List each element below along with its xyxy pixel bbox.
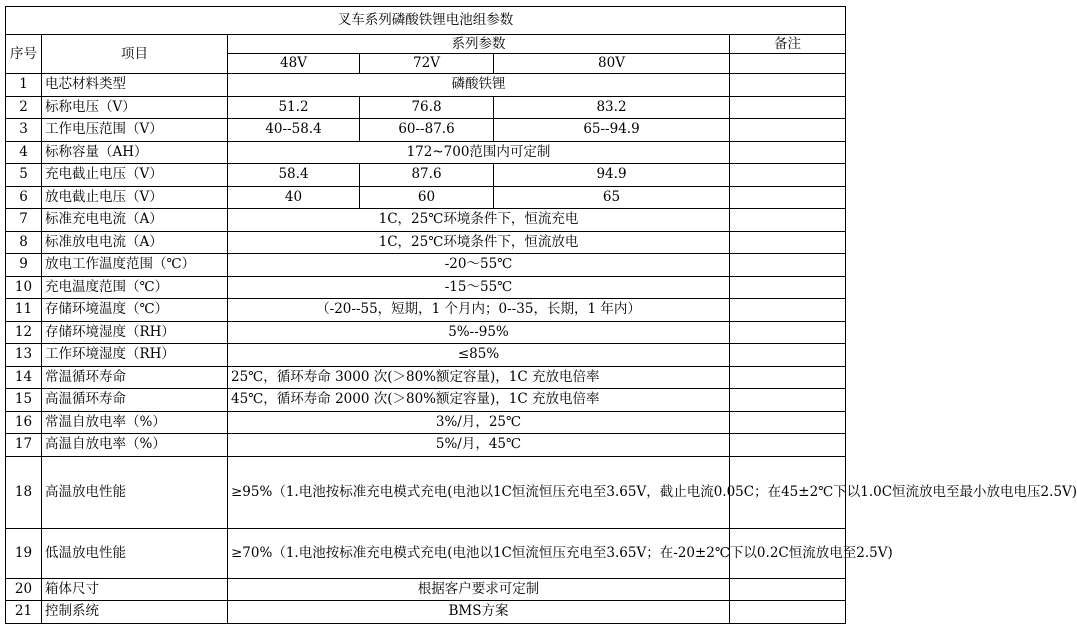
row-merged-value: 磷酸铁锂 <box>228 74 730 97</box>
row-number: 4 <box>6 141 42 164</box>
table-row <box>6 528 846 578</box>
row-item-name: 低温放电性能 <box>42 528 228 578</box>
table-row <box>6 434 846 457</box>
row-merged-value: ≤85% <box>228 344 730 367</box>
table-row <box>6 276 846 299</box>
row-value: 51.2 <box>228 96 360 119</box>
row-remarks <box>730 321 846 344</box>
row-item-name: 标称容量（AH） <box>42 141 228 164</box>
row-merged-value: 25℃，循环寿命 3000 次(＞80%额定容量)，1C 充放电倍率 <box>228 366 730 389</box>
row-number: 1 <box>6 74 42 97</box>
row-number: 8 <box>6 231 42 254</box>
table-row <box>6 389 846 412</box>
row-item-name: 高温循环寿命 <box>42 389 228 412</box>
row-item-name: 常温循环寿命 <box>42 366 228 389</box>
table-row <box>6 321 846 344</box>
row-remarks <box>730 186 846 209</box>
row-remarks <box>730 164 846 187</box>
row-remarks <box>730 254 846 277</box>
table-row <box>6 209 846 232</box>
row-number: 9 <box>6 254 42 277</box>
row-merged-value: 5%/月，45℃ <box>228 434 730 457</box>
row-number: 21 <box>6 601 42 624</box>
row-item-name: 放电截止电压（V） <box>42 186 228 209</box>
row-remarks <box>730 366 846 389</box>
header-remarks-blank <box>730 54 846 74</box>
row-item-name: 充电截止电压（V） <box>42 164 228 187</box>
row-number: 2 <box>6 96 42 119</box>
row-remarks <box>730 119 846 142</box>
row-item-name: 存储环境湿度（RH） <box>42 321 228 344</box>
row-number: 7 <box>6 209 42 232</box>
row-merged-value: -15～55℃ <box>228 276 730 299</box>
header-row-1 <box>6 35 846 54</box>
row-item-name: 标准充电电流（A） <box>42 209 228 232</box>
table-row <box>6 578 846 601</box>
header-item: 项目 <box>42 35 228 74</box>
row-remarks <box>730 141 846 164</box>
row-remarks <box>730 231 846 254</box>
row-item-name: 控制系统 <box>42 601 228 624</box>
table-row <box>6 411 846 434</box>
table-row <box>6 254 846 277</box>
row-item-name: 电芯材料类型 <box>42 74 228 97</box>
row-value: 87.6 <box>360 164 494 187</box>
row-item-name: 充电温度范围（℃） <box>42 276 228 299</box>
row-value: 40--58.4 <box>228 119 360 142</box>
row-merged-value: 根据客户要求可定制 <box>228 578 730 601</box>
table-row <box>6 299 846 322</box>
row-remarks <box>730 344 846 367</box>
row-item-name: 箱体尺寸 <box>42 578 228 601</box>
row-item-name: 高温放电性能 <box>42 456 228 528</box>
battery-spec-table <box>5 6 1077 624</box>
row-merged-value: （-20--55，短期，1 个月内；0--35，长期，1 年内） <box>228 299 730 322</box>
table-row <box>6 366 846 389</box>
title-row <box>6 7 846 35</box>
row-merged-value: 5%--95% <box>228 321 730 344</box>
row-number: 17 <box>6 434 42 457</box>
row-remarks <box>730 299 846 322</box>
row-item-name: 标准放电电流（A） <box>42 231 228 254</box>
row-value: 60 <box>360 186 494 209</box>
row-value: 76.8 <box>360 96 494 119</box>
row-value: 40 <box>228 186 360 209</box>
row-value: 83.2 <box>494 96 730 119</box>
row-merged-value: BMS方案 <box>228 601 730 624</box>
row-remarks <box>730 74 846 97</box>
table-row <box>6 601 846 624</box>
page-title: 叉车系列磷酸铁锂电池组参数 <box>6 7 846 35</box>
table-row <box>6 186 846 209</box>
table-row <box>6 344 846 367</box>
header-voltage-48v: 48V <box>228 54 360 74</box>
table-row <box>6 231 846 254</box>
row-item-name: 工作电压范围（V） <box>42 119 228 142</box>
row-item-name: 常温自放电率（%） <box>42 411 228 434</box>
row-number: 16 <box>6 411 42 434</box>
row-merged-value: 45℃，循环寿命 2000 次(＞80%额定容量)，1C 充放电倍率 <box>228 389 730 412</box>
row-merged-value: ≥95%（1.电池按标准充电模式充电(电池以1C恒流恒压充电至3.65V，截止电流0.05C；在45±2℃下以1.0C恒流放电至最小放电电压2.5V) <box>228 456 730 528</box>
table-row <box>6 164 846 187</box>
row-number: 10 <box>6 276 42 299</box>
header-voltage-80v: 80V <box>494 54 730 74</box>
row-merged-value: 3%/月，25℃ <box>228 411 730 434</box>
row-number: 11 <box>6 299 42 322</box>
row-number: 3 <box>6 119 42 142</box>
row-remarks <box>730 601 846 624</box>
row-item-name: 工作环境湿度（RH） <box>42 344 228 367</box>
table-row <box>6 119 846 142</box>
header-remarks: 备注 <box>730 35 846 54</box>
row-merged-value: -20～55℃ <box>228 254 730 277</box>
table-row <box>6 96 846 119</box>
row-remarks <box>730 434 846 457</box>
row-remarks <box>730 209 846 232</box>
row-number: 6 <box>6 186 42 209</box>
row-number: 15 <box>6 389 42 412</box>
row-remarks <box>730 411 846 434</box>
row-item-name: 放电工作温度范围（℃） <box>42 254 228 277</box>
row-number: 19 <box>6 528 42 578</box>
row-number: 18 <box>6 456 42 528</box>
row-number: 14 <box>6 366 42 389</box>
row-value: 60--87.6 <box>360 119 494 142</box>
row-number: 20 <box>6 578 42 601</box>
row-remarks <box>730 389 846 412</box>
table-row <box>6 456 846 528</box>
row-number: 5 <box>6 164 42 187</box>
row-value: 94.9 <box>494 164 730 187</box>
row-number: 12 <box>6 321 42 344</box>
row-value: 65--94.9 <box>494 119 730 142</box>
row-number: 13 <box>6 344 42 367</box>
row-item-name: 标称电压（V） <box>42 96 228 119</box>
row-remarks <box>730 96 846 119</box>
row-merged-value: ≥70%（1.电池按标准充电模式充电(电池以1C恒流恒压充电至3.65V；在-20±2℃下以0.2C恒流放电至2.5V) <box>228 528 730 578</box>
table-row <box>6 141 846 164</box>
header-voltage-72v: 72V <box>360 54 494 74</box>
row-item-name: 高温自放电率（%） <box>42 434 228 457</box>
row-merged-value: 1C，25℃环境条件下，恒流放电 <box>228 231 730 254</box>
row-merged-value: 172~700范围内可定制 <box>228 141 730 164</box>
header-series-params: 系列参数 <box>228 35 730 54</box>
row-value: 65 <box>494 186 730 209</box>
row-merged-value: 1C，25℃环境条件下，恒流充电 <box>228 209 730 232</box>
row-value: 58.4 <box>228 164 360 187</box>
row-remarks <box>730 276 846 299</box>
header-seq: 序号 <box>6 35 42 74</box>
row-remarks <box>730 578 846 601</box>
table-row <box>6 74 846 97</box>
row-item-name: 存储环境温度（℃） <box>42 299 228 322</box>
